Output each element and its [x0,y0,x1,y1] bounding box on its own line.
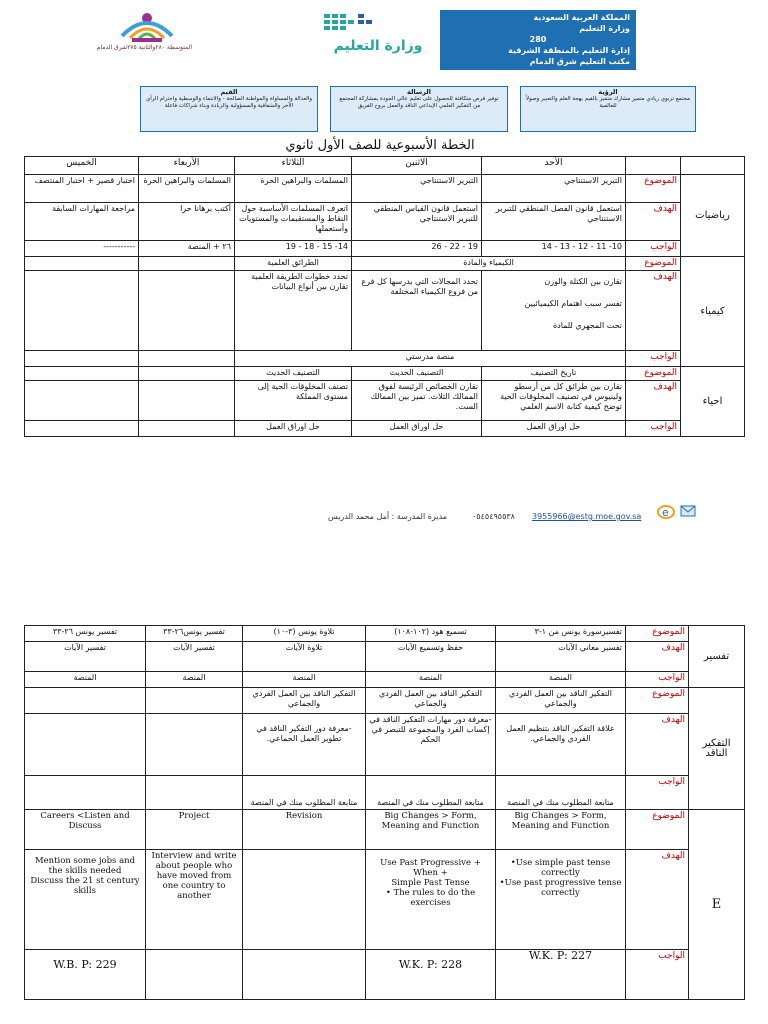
subject-english: E [689,810,745,1000]
moe-logo-text: وزارة التعليم [333,38,423,54]
cell: استعمل قانون القياس المنطقي للتبرير الاستنتاجي [352,203,482,241]
cell: Mention some jobs and the skills needed Discuss the 21 st century skills [25,850,146,950]
email-link[interactable]: 3955966@estg.moe.gov.sa [532,512,642,521]
critical-topic-row [25,688,745,714]
cell: حل اوراق العمل [352,421,482,437]
cell: ٢٦ + المنصة [139,241,235,257]
mission-title: الرسالة [407,88,431,96]
label-homework: الواجب [626,421,681,437]
cell [25,421,139,437]
header-empty [681,157,745,175]
cell: 14- 15 - 18 - 19 [235,241,352,257]
cell: 19 - 22 - 26 [352,241,482,257]
cell [482,271,626,351]
mail-icon [680,504,696,518]
cell: تلاوة الآيات [243,642,366,672]
day-thu: الخميس [25,157,139,175]
cell [25,714,146,776]
ministry-line-4: إدارة التعليم بالمنطقة الشرقية [508,46,630,55]
label-goal: الهدف [626,271,681,351]
cell: 10- 11 - 12 - 13 - 14 [482,241,626,257]
day-mon: الاثنين [352,157,482,175]
english-topic-row [25,810,745,850]
day-sun: الأحد [482,157,626,175]
cell: Big Changes > Form, Meaning and Function [366,810,496,850]
cell: المنصة [243,672,366,688]
label-homework: الواجب [626,351,681,367]
subject-chem: كيمياء [681,257,745,367]
cell [25,257,139,271]
cell: W.K. P: 227 [496,950,626,1000]
label-goal: الهدف [626,381,681,421]
cell: W.B. P: 229 [25,950,146,1000]
label-homework: الواجب [626,776,689,810]
cell [146,776,243,810]
cell [146,688,243,714]
cell: متابعة المطلوب منك في المنصة [496,776,626,810]
bio-goal-row [25,381,745,421]
cell: تحدد خطوات الطريقة العلمية تقارن بين أنواع البيانات [235,271,352,351]
cell: تلاوة يونس (٣-١٠) [243,626,366,642]
vision-title: الرؤية [598,88,618,96]
values-box [140,86,318,132]
vision-text: مجتمع تربوي ريادي متميز مشارك متميز بالقيم بهجة العلم والتعبير وصولاً للعالمية [525,96,690,109]
cell: تفسير الآيات [25,642,146,672]
english-goal-row [25,850,745,950]
cell: التصنيف الحديث [235,367,352,381]
label-topic: الموضوع [626,810,689,850]
cell: التفكير الناقد بين العمل الفردي والجماعي [243,688,366,714]
cell: المنصة [366,672,496,688]
tafsir-topic-row [25,626,745,642]
label-goal: الهدف [626,850,689,950]
ministry-line-1: المملكة العربية السعودية [533,13,630,22]
cell [25,381,139,421]
cell: تقارن الخصائص الرئيسة لفوق الممالك الثلاث. تميز بين الممالك الست. [352,381,482,421]
subject-critical: التفكير الناقد [689,688,745,810]
ministry-line-3: 280 [529,35,547,44]
vision-box [520,86,696,132]
cell: W.K. P: 228 [366,950,496,1000]
phone-number: ٠٥٤٥٤٩٥٥٣٨ [472,512,515,521]
chem-homework-row [25,351,745,367]
label-homework: الواجب [626,241,681,257]
cell: مراجعة المهارات السابقة [25,203,139,241]
cell [243,850,366,950]
cell [146,714,243,776]
cell: استعمل قانون الفصل المنطقي للتبرير الاستنتاجي [482,203,626,241]
cell: تقارن بين طرائق كل من أرسطو ولينيوس في تصنيف المخلوقات الحية توضح كيفية كتابة الاسم العلمي [482,381,626,421]
cell: -معرفة دور مهارات التفكير الناقد في إكساب الفرد والمجموعة للتبصر في الحكم [366,714,496,776]
cell [243,950,366,1000]
chem-goal-line: تفسر سبب اهتمام الكيميائيين [524,299,622,308]
label-topic: الموضوع [626,626,689,642]
cell [139,271,235,351]
cell: تاريخ التصنيف [482,367,626,381]
values-title: القيم [220,88,238,96]
cell: تحدد المجالات التي يدرسها كل فرع من فروع الكيمياء المختلفة [352,271,482,351]
days-header-row [25,157,745,175]
cell: متابعة المطلوب منك في المنصة [243,776,366,810]
critical-goal-row [25,714,745,776]
label-goal: الهدف [626,642,689,672]
cell: منصة مدرستي [235,351,626,367]
cell: الطرائق العلمية [235,257,352,271]
cell: علاقة التفكير الناقد بتنظيم العمل الفردي والجماعي. [496,714,626,776]
tafsir-homework-row [25,672,745,688]
ministry-box [440,10,636,70]
cell: تفسيرسورة يونس من ١-٣ [496,626,626,642]
browser-icon [656,502,676,522]
weekly-plan-table-1 [24,156,745,437]
tafsir-goal-row [25,642,745,672]
mission-box [330,86,508,132]
day-wed: الأربعاء [139,157,235,175]
cell: حفظ وتسميع الآيات [366,642,496,672]
cell [25,271,139,351]
cell: Interview and write about people who have moved from one country to another [146,850,243,950]
moe-logo [318,8,438,73]
chem-goal-line: تقارن بين الكتلة والوزن [544,277,622,286]
cell [139,421,235,437]
bio-homework-row [25,421,745,437]
ministry-line-2: وزارة التعليم [579,24,630,33]
label-topic: الموضوع [626,688,689,714]
cell [139,367,235,381]
subject-tafsir: تفسير [689,626,745,688]
cell: الكيمياء والمادة [352,257,626,271]
mission-text: توفير فرص متكافئة للحصول على تعليم عالي الجودة بمشاركة المجتمع من التفكير العلمي الإبداعي الناقد والعمل بروح الفريق [339,96,499,109]
cell: المنصة [25,672,146,688]
cell: المسلمات والبراهين الحرة [235,175,352,203]
svg-text:e: e [662,506,669,519]
math-topic-row [25,175,745,203]
cell: المسلمات والبراهين الحرة [139,175,235,203]
cell: التفكير الناقد بين العمل الفردي والجماعي [496,688,626,714]
cell: -معرفة دور التفكير الناقد في تطوير العمل الجماعي. [243,714,366,776]
cell: تفسير يونس ٢٦-٣٣ [25,626,146,642]
cell: أكتب برهانا حرا [139,203,235,241]
cell: التصنيف الحديث [352,367,482,381]
cell: Careers <Listen and Discuss [25,810,146,850]
values-text: والعدالة والمساواة والمواطنة الصالحة - والانتماء والوسطية واحترام الرأي الآخر والشفافية والمسؤولية والريادة وبناء شراكات فاعلة [145,96,313,109]
cell [25,351,139,367]
principal-name: مديرة المدرسة : أمل محمد الدريس [328,512,448,521]
cell: المنصة [496,672,626,688]
cell: تصنف المخلوقات الحية إلى مستوى المملكة [235,381,352,421]
cell: تفسير الآيات [146,642,243,672]
cell: حل اوراق العمل [235,421,352,437]
ministry-header [318,8,640,73]
school-logo-caption: المتوسطة ٢٨٠والثانية ٢٧٥شرق الدمام [96,44,192,51]
chem-goal-line: تحت المجهري للمادة [552,321,622,330]
cell: Revision [243,810,366,850]
cell [139,257,235,271]
math-goal-row [25,203,745,241]
cell: التبرير الاستنتاجي [352,175,482,203]
cell [25,688,146,714]
subject-math: رياضيات [681,175,745,257]
cell: التبرير الاستنتاجي [482,175,626,203]
label-topic: الموضوع [626,257,681,271]
cell: التفكير الناقد بين العمل الفردي والجماعي [366,688,496,714]
cell: حل اوراق العمل [482,421,626,437]
label-topic: الموضوع [626,367,681,381]
chem-topic-row [25,257,745,271]
school-logo [96,8,192,56]
cell: ----------- [25,241,139,257]
cell: متابعة المطلوب منك في المنصة [366,776,496,810]
label-goal: الهدف [626,203,681,241]
label-homework: الواجب [626,950,689,1000]
cell: Big Changes > Form, Meaning and Function [496,810,626,850]
cell [146,950,243,1000]
cell [25,367,139,381]
critical-homework-row [25,776,745,810]
cell: المنصة [146,672,243,688]
cell: Use Past Progressive + When + Simple Past Tense • The rules to do the exercises [366,850,496,950]
cell: اتعرف المسلمات الأساسية حول النقاط والمستقيمات والمستويات وأستعملها [235,203,352,241]
day-tue: الثلاثاء [235,157,352,175]
subject-bio: احياء [681,367,745,437]
cell [139,351,235,367]
label-topic: الموضوع [626,175,681,203]
cell: Project [146,810,243,850]
header-empty-2 [626,157,681,175]
school-logo-icon [102,8,192,48]
ministry-line-5: مكتب التعليم شرق الدمام [529,57,630,66]
page-title: الخطة الأسبوعية للصف الأول ثانوي [285,138,475,153]
cell [139,381,235,421]
cell: تسميع هود (١٠٢-١٠٨) [366,626,496,642]
cell: تفسير يونس٢٦-٣٣ [146,626,243,642]
chem-goal-row [25,271,745,351]
cell [25,776,146,810]
bio-topic-row [25,367,745,381]
label-homework: الواجب [626,672,689,688]
math-homework-row [25,241,745,257]
contact-line [300,502,720,526]
english-homework-row [25,950,745,1000]
cell: تفسير معاني الآيات [496,642,626,672]
label-goal: الهدف [626,714,689,776]
weekly-plan-table-2 [24,625,745,1000]
cell: اختبار قصير + اختبار المنتصف [25,175,139,203]
cell: •Use simple past tense correctly •Use past progressive tense correctly [496,850,626,950]
